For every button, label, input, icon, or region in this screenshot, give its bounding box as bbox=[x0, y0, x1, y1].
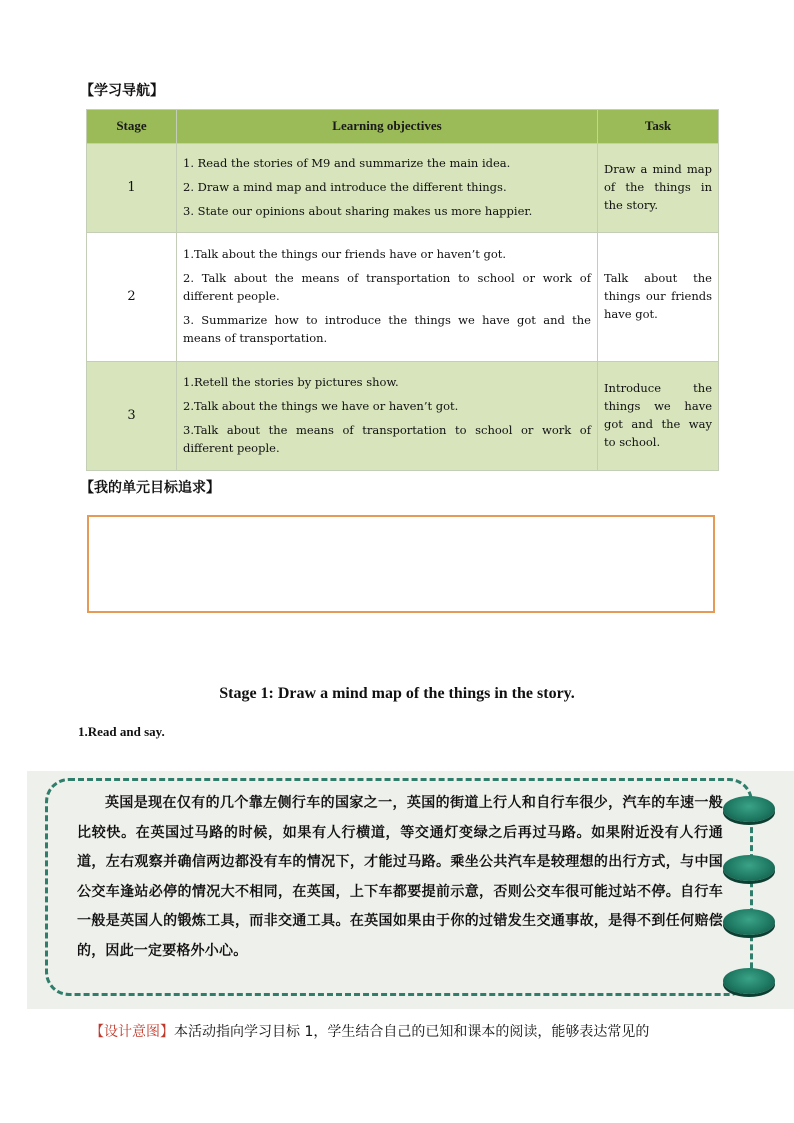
objectives-cell bbox=[177, 362, 598, 471]
task-cell: Talk about the things our friends have got. bbox=[598, 233, 719, 362]
decorative-tab-icon bbox=[723, 796, 775, 822]
objective-item: 3. State our opinions about sharing makes us more happier. bbox=[183, 203, 533, 218]
objectives-cell bbox=[177, 233, 598, 362]
story-paragraph: 英国是现在仅有的几个靠左侧行车的国家之一，英国的街道上行人和自行车很少，汽车的车速一般比较快。在英国过马路的时候，如果有人行横道，等交通灯变绿之后再过马路。如果附近没有人行通道，左右观察并确信两边都没有车的情况下，才能过马路。乘坐公共汽车是较理想的出行方式，与中国公交车逢站必停的情况大不相同，在英国，上下车都要提前示意，否则公交车很可能过站不停。自行车一般是英国人的锻炼工具，而非交通工具。在英国如果由于你的过错发生交通事故，是得不到任何赔偿的，因此一定要格外小心。 bbox=[77, 795, 723, 959]
stage1-heading: Stage 1: Draw a mind map of the things in the story. bbox=[219, 685, 575, 702]
objective-item: 1.Talk about the things our friends have or haven’t got. bbox=[183, 247, 507, 262]
design-intent-label: 【设计意图】 bbox=[90, 1024, 174, 1040]
objective-item: 3.Talk about the means of transportation to school or work of different people. bbox=[183, 423, 591, 455]
objectives-table bbox=[86, 109, 719, 471]
stage-cell: 3 bbox=[87, 362, 177, 471]
stage-cell: 2 bbox=[87, 233, 177, 362]
read-and-say-label: 1.Read and say. bbox=[78, 724, 165, 739]
objective-item: 3. Summarize how to introduce the things we have got and the means of transportation. bbox=[183, 312, 591, 345]
table-row bbox=[87, 144, 719, 233]
objectives-cell bbox=[177, 144, 598, 233]
objective-item: 2.Talk about the things we have or haven’t got. bbox=[183, 399, 459, 414]
unit-goal-input-box[interactable] bbox=[87, 515, 715, 613]
design-intent bbox=[90, 1021, 649, 1041]
objective-item: 2. Draw a mind map and introduce the different things. bbox=[183, 180, 507, 195]
header-stage: Stage bbox=[87, 110, 177, 144]
decorative-tab-icon bbox=[723, 968, 775, 994]
header-task: Task bbox=[598, 110, 719, 144]
objective-item: 1. Read the stories of M9 and summarize the main idea. bbox=[183, 156, 511, 171]
unit-goal-title: 【我的单元目标追求】 bbox=[80, 480, 220, 496]
decorative-tab-icon bbox=[723, 855, 775, 881]
stage-cell: 1 bbox=[87, 144, 177, 233]
table-header-row bbox=[87, 110, 719, 144]
learning-guide-title: 【学习导航】 bbox=[80, 83, 164, 99]
table-row bbox=[87, 233, 719, 362]
header-objectives: Learning objectives bbox=[177, 110, 598, 144]
objective-item: 1.Retell the stories by pictures show. bbox=[183, 375, 399, 390]
task-cell: Introduce the things we have got and the way to school. bbox=[598, 362, 719, 471]
design-intent-text: 本活动指向学习目标 1，学生结合自己的已知和课本的阅读，能够表达常见的 bbox=[174, 1024, 650, 1040]
decorative-tab-icon bbox=[723, 909, 775, 935]
table-row bbox=[87, 362, 719, 471]
task-cell: Draw a mind map of the things in the story. bbox=[598, 144, 719, 233]
objective-item: 2. Talk about the means of transportation to school or work of different people. bbox=[183, 271, 591, 304]
